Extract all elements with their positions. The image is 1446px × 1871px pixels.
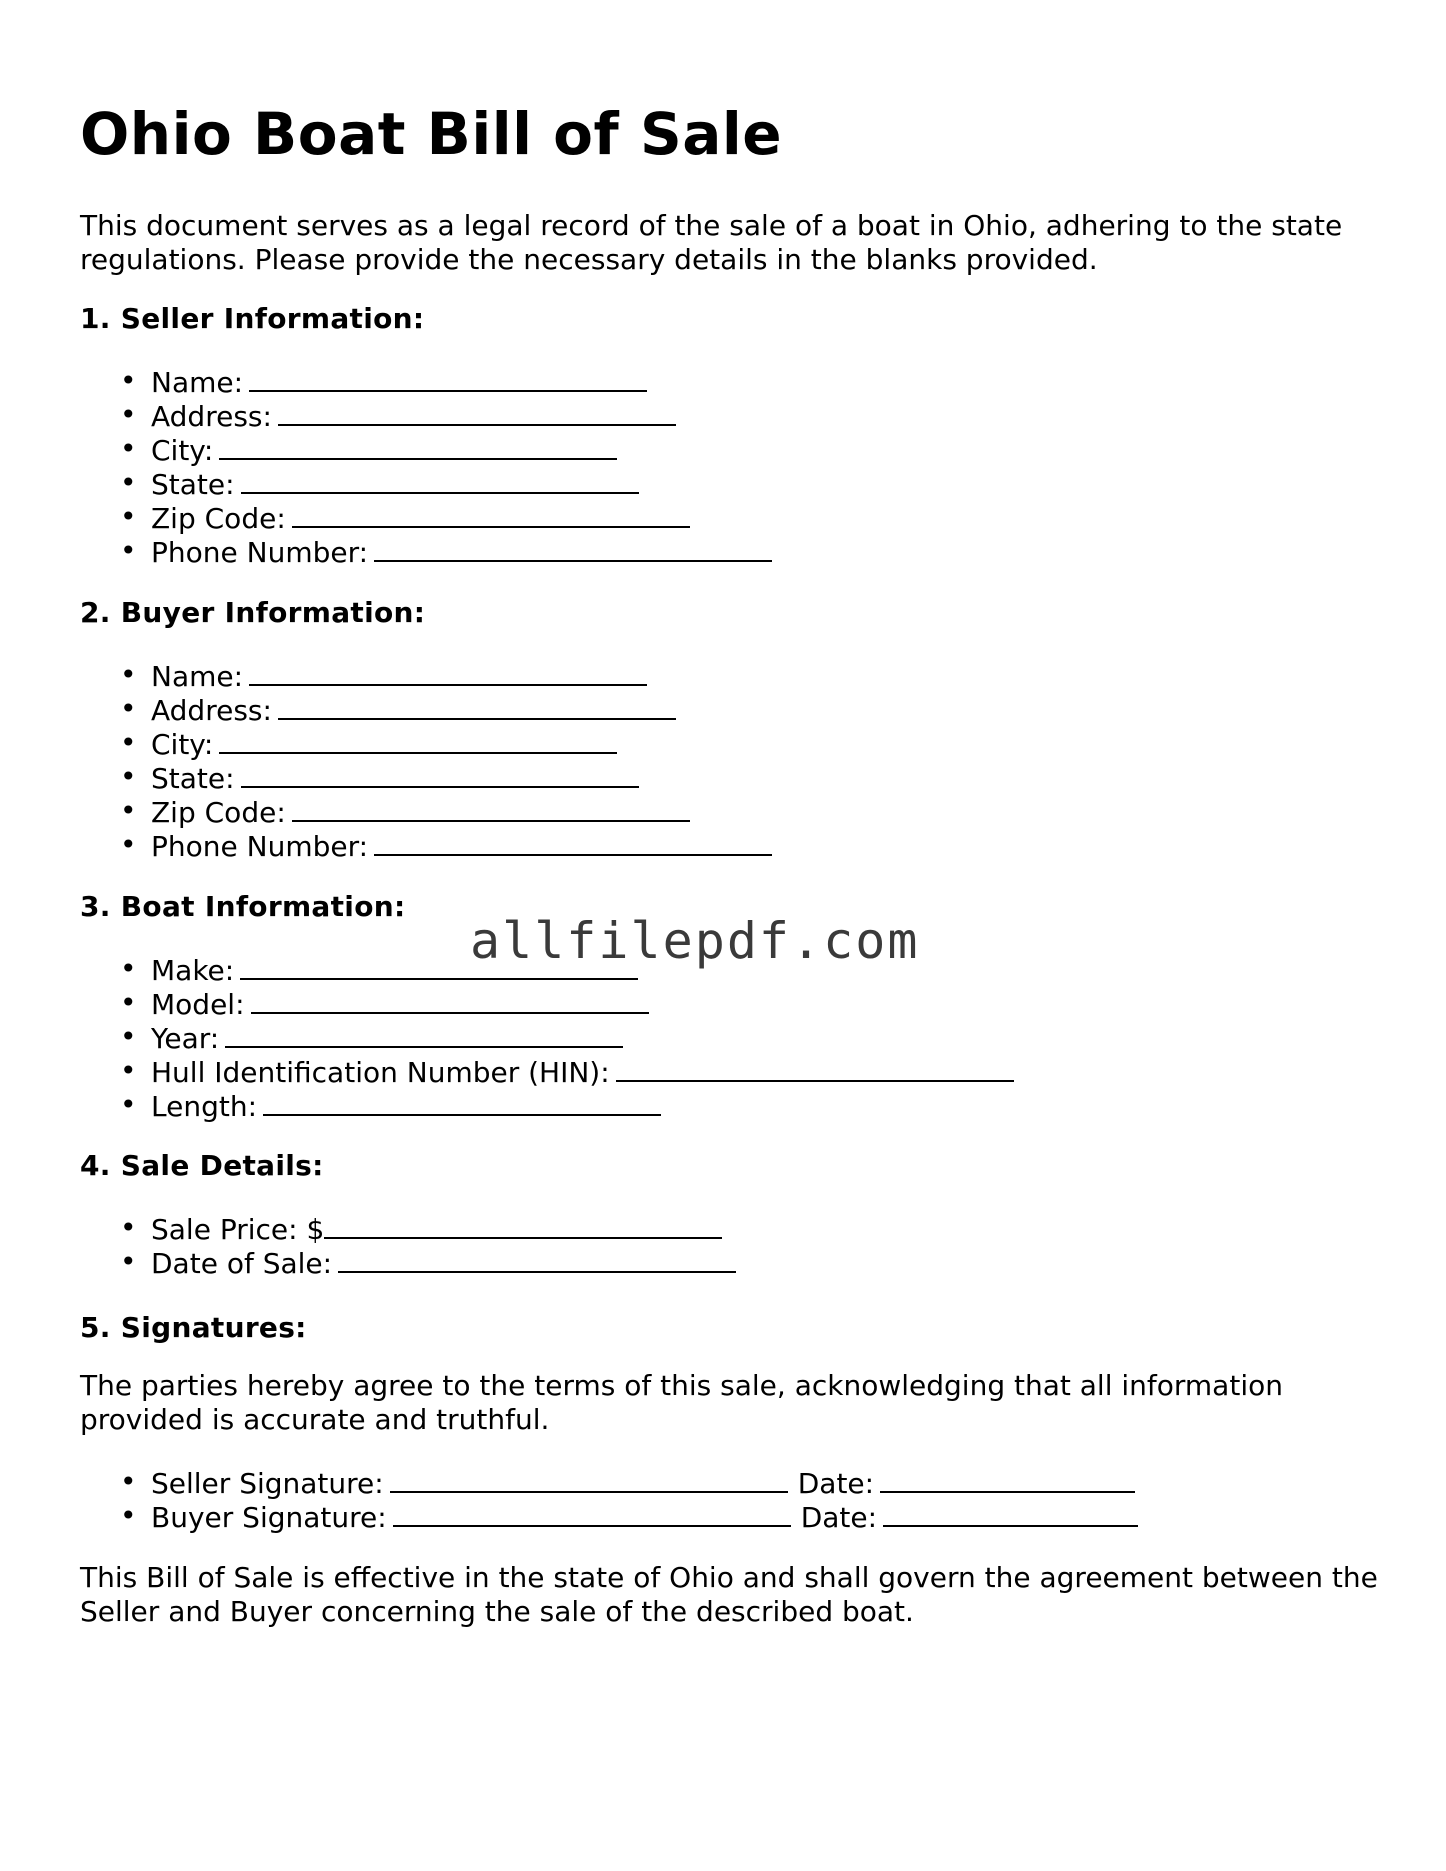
buyer-address-blank[interactable] (278, 692, 676, 720)
bullet: • (120, 398, 137, 431)
field-label: Zip Code: (151, 502, 286, 535)
bullet: • (120, 1499, 137, 1532)
field-label: Year: (151, 1022, 220, 1055)
date-label: Date: (797, 1467, 875, 1500)
sale-price-blank[interactable] (324, 1211, 722, 1239)
bullet: • (120, 726, 137, 759)
seller-city-blank[interactable] (219, 432, 617, 460)
field-label: State: (151, 468, 235, 501)
buyer-signature-field (120, 1499, 1138, 1533)
buyer-phone-blank[interactable] (374, 828, 772, 856)
seller-section-heading: 1. Seller Information: (80, 302, 425, 335)
buyer-zip-field (120, 794, 772, 828)
buyer-city-blank[interactable] (219, 726, 617, 754)
buyer-field-list (120, 658, 772, 862)
bullet: • (120, 466, 137, 499)
field-label: City: (151, 434, 214, 467)
boat-field-list (120, 952, 1014, 1122)
field-label: Model: (151, 988, 245, 1021)
boat-hin-field (120, 1054, 1014, 1088)
field-label: Zip Code: (151, 796, 286, 829)
buyer-section-heading: 2. Buyer Information: (80, 596, 426, 629)
sale-price-field (120, 1211, 736, 1245)
boat-section-heading: 3. Boat Information: (80, 890, 406, 923)
seller-zip-blank[interactable] (292, 500, 690, 528)
bullet: • (120, 1088, 137, 1121)
buyer-name-field (120, 658, 772, 692)
field-label: Address: (151, 694, 272, 727)
agreement-paragraph: The parties hereby agree to the terms of this sale, acknowledging that all information provided is accurate and truthful. (80, 1369, 1283, 1436)
signatures-section-heading: 5. Signatures: (80, 1311, 307, 1344)
seller-address-field (120, 398, 772, 432)
buyer-name-blank[interactable] (249, 658, 647, 686)
boat-model-field (120, 986, 1014, 1020)
seller-city-field (120, 432, 772, 466)
field-label: Sale Price: $ (151, 1213, 325, 1246)
seller-phone-blank[interactable] (374, 534, 772, 562)
field-label: Buyer Signature: (151, 1501, 387, 1534)
bullet: • (120, 364, 137, 397)
field-label: Date of Sale: (151, 1247, 333, 1280)
seller-name-blank[interactable] (249, 364, 647, 392)
buyer-address-field (120, 692, 772, 726)
sale-field-list (120, 1211, 736, 1279)
bullet: • (120, 432, 137, 465)
bullet: • (120, 658, 137, 691)
field-label: Name: (151, 366, 244, 399)
bullet: • (120, 500, 137, 533)
boat-hin-blank[interactable] (616, 1054, 1014, 1082)
field-label: Make: (151, 954, 235, 987)
bullet: • (120, 986, 137, 1019)
bullet: • (120, 952, 137, 985)
buyer-signature-blank[interactable] (393, 1499, 791, 1527)
field-label: City: (151, 728, 214, 761)
watermark-text: allfilepdf.com (470, 912, 920, 970)
buyer-zip-blank[interactable] (292, 794, 690, 822)
signature-field-list (120, 1465, 1138, 1533)
document-title: Ohio Boat Bill of Sale (80, 100, 783, 168)
boat-length-blank[interactable] (263, 1088, 661, 1116)
seller-signature-field (120, 1465, 1138, 1499)
seller-field-list (120, 364, 772, 568)
bullet: • (120, 1054, 137, 1087)
field-label: Address: (151, 400, 272, 433)
boat-year-field (120, 1020, 1014, 1054)
bullet: • (120, 828, 137, 861)
buyer-state-field (120, 760, 772, 794)
bullet: • (120, 1245, 137, 1278)
bullet: • (120, 534, 137, 567)
seller-phone-field (120, 534, 772, 568)
field-label: Hull Identification Number (HIN): (151, 1056, 610, 1089)
seller-state-blank[interactable] (241, 466, 639, 494)
bullet: • (120, 1020, 137, 1053)
buyer-city-field (120, 726, 772, 760)
field-label: Name: (151, 660, 244, 693)
boat-model-blank[interactable] (251, 986, 649, 1014)
seller-name-field (120, 364, 772, 398)
bullet: • (120, 1465, 137, 1498)
buyer-state-blank[interactable] (241, 760, 639, 788)
bullet: • (120, 692, 137, 725)
buyer-date-blank[interactable] (883, 1499, 1138, 1527)
sale-date-blank[interactable] (338, 1245, 736, 1273)
seller-state-field (120, 466, 772, 500)
boat-length-field (120, 1088, 1014, 1122)
seller-date-blank[interactable] (880, 1465, 1135, 1493)
boat-year-blank[interactable] (225, 1020, 623, 1048)
field-label: State: (151, 762, 235, 795)
intro-paragraph: This document serves as a legal record of the sale of a boat in Ohio, adhering to the state regulations. Please provide the necessary details in the blanks provided. (80, 209, 1343, 276)
date-label: Date: (800, 1501, 878, 1534)
field-label: Length: (151, 1090, 258, 1123)
bullet: • (120, 1211, 137, 1244)
seller-signature-blank[interactable] (390, 1465, 788, 1493)
buyer-phone-field (120, 828, 772, 862)
sale-date-field (120, 1245, 736, 1279)
field-label: Phone Number: (151, 536, 369, 569)
seller-zip-field (120, 500, 772, 534)
field-label: Phone Number: (151, 830, 369, 863)
field-label: Seller Signature: (151, 1467, 384, 1500)
closing-paragraph: This Bill of Sale is effective in the state of Ohio and shall govern the agreement between the Seller and Buyer concerning the sale of the described boat. (80, 1561, 1378, 1628)
bullet: • (120, 760, 137, 793)
bullet: • (120, 794, 137, 827)
seller-address-blank[interactable] (278, 398, 676, 426)
sale-section-heading: 4. Sale Details: (80, 1149, 324, 1182)
